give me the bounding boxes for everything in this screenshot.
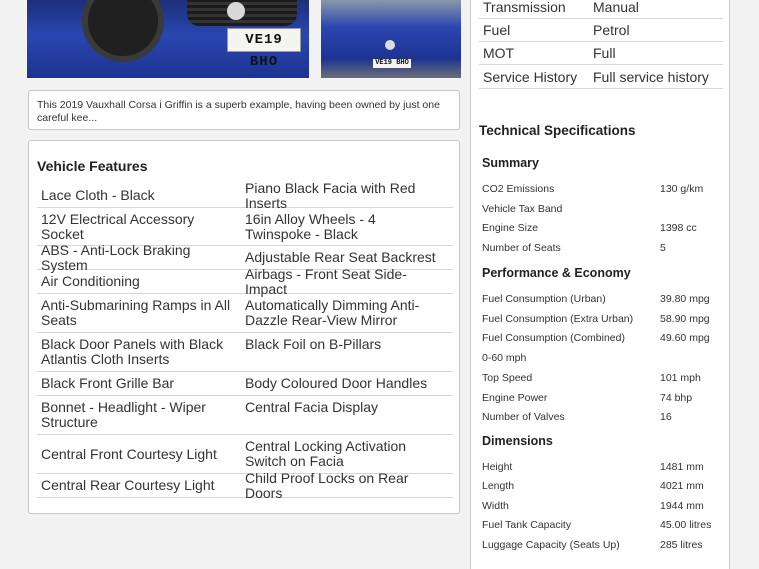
feature-right: Airbags - Front Seat Side-Impact <box>245 265 407 297</box>
spec-label: Length <box>482 480 515 492</box>
feature-row <box>37 294 453 333</box>
feature-right: Piano Black Facia with Red Inserts <box>245 179 416 211</box>
overview-row-mot <box>479 41 723 65</box>
feature-row <box>37 469 453 501</box>
brand-badge-graphic <box>227 2 245 20</box>
tyre-graphic <box>82 0 164 62</box>
spec-value: 1398 cc <box>660 222 697 235</box>
spec-label: Engine Power <box>482 391 548 404</box>
spec-label: Number of Seats <box>482 242 561 255</box>
specs-panel <box>470 0 730 569</box>
overview-label: Fuel <box>483 22 511 38</box>
number-plate: VE19 BHO <box>373 59 411 68</box>
spec-label: Fuel Consumption (Extra Urban) <box>482 312 634 325</box>
overview-row-service-history <box>479 65 723 89</box>
spec-value: 4021 mm <box>660 480 704 492</box>
feature-right: Child Proof Locks on Rear Doors <box>245 469 409 501</box>
spec-row <box>482 332 722 344</box>
feature-left: Black Front Grille Bar <box>41 375 175 391</box>
vehicle-features-panel <box>28 140 460 514</box>
spec-label: Top Speed <box>482 371 533 384</box>
feature-left: Anti-Submarining Ramps in All Seats <box>41 297 231 328</box>
number-plate: VE19 BHO <box>227 28 301 52</box>
vehicle-description: This 2019 Vauxhall Corsa i Griffin is a superb example, having been owned by just one careful kee... <box>28 90 460 130</box>
overview-label: Transmission <box>483 0 566 15</box>
spec-value: 45.00 litres <box>660 519 712 531</box>
spec-label: Fuel Consumption (Urban) <box>482 293 606 305</box>
overview-value: Manual <box>593 0 639 15</box>
feature-row <box>37 372 453 396</box>
spec-value: 58.90 mpg <box>660 312 710 325</box>
spec-row <box>482 480 722 492</box>
overview-row-fuel <box>479 18 723 42</box>
spec-row <box>482 372 722 384</box>
feature-right: Central Locking Activation Switch on Facia <box>245 438 407 469</box>
feature-row <box>37 265 453 297</box>
spec-row <box>482 313 722 325</box>
feature-right: Body Coloured Door Handles <box>245 375 428 391</box>
spec-label: Vehicle Tax Band <box>482 202 563 215</box>
overview-label: MOT <box>483 45 515 61</box>
feature-row <box>37 179 453 211</box>
spec-value: 49.60 mpg <box>660 332 710 345</box>
feature-row <box>37 333 453 372</box>
spec-row <box>482 539 722 551</box>
overview-value: Full service history <box>593 69 709 85</box>
tech-specs-title: Technical Specifications <box>479 123 636 138</box>
spec-row <box>482 222 722 234</box>
spec-label: Luggage Capacity (Seats Up) <box>482 539 620 551</box>
spec-row <box>482 203 722 215</box>
spec-row <box>482 411 722 423</box>
spec-row <box>482 519 722 531</box>
feature-left: Central Front Courtesy Light <box>41 445 217 462</box>
feature-right: Central Facia Display <box>245 399 379 415</box>
spec-label: Fuel Tank Capacity <box>482 519 572 531</box>
spec-label: Engine Size <box>482 222 539 235</box>
overview-row-transmission <box>479 0 723 19</box>
spec-value: 1481 mm <box>660 461 704 473</box>
spec-row <box>482 183 722 195</box>
section-title-dimensions: Dimensions <box>482 434 553 448</box>
spec-row <box>482 500 722 512</box>
feature-row <box>37 396 453 435</box>
feature-row <box>37 208 453 246</box>
spec-row <box>482 242 722 254</box>
spec-row <box>482 352 722 364</box>
section-title-performance: Performance & Economy <box>482 266 631 280</box>
feature-left: Bonnet - Headlight - Wiper Structure <box>41 399 206 430</box>
main-vehicle-photo[interactable] <box>27 0 309 78</box>
spec-label: CO2 Emissions <box>482 183 555 195</box>
section-title-summary: Summary <box>482 156 539 170</box>
spec-value: 5 <box>660 242 666 255</box>
spec-value: 130 g/km <box>660 183 704 195</box>
feature-right: Adjustable Rear Seat Backrest <box>245 249 436 265</box>
feature-left: 12V Electrical Accessory Socket <box>41 210 195 242</box>
spec-value: 285 litres <box>660 539 703 551</box>
spec-label: 0-60 mph <box>482 352 527 365</box>
spec-row <box>482 392 722 404</box>
spec-value: 39.80 mpg <box>660 293 710 305</box>
overview-value: Full <box>593 45 616 61</box>
spec-label: Number of Valves <box>482 411 565 424</box>
overview-label: Service History <box>483 69 578 85</box>
spec-label: Width <box>482 500 509 512</box>
feature-right: 16in Alloy Wheels - 4 Twinspoke - Black <box>245 210 376 242</box>
brand-badge-graphic <box>385 40 395 50</box>
spec-value: 74 bhp <box>660 391 693 404</box>
spec-row <box>482 461 722 473</box>
feature-right: Automatically Dimming Anti-Dazzle Rear-View Mirror <box>245 297 420 328</box>
spec-row <box>482 293 722 305</box>
feature-left: Black Door Panels with Black Atlantis Cloth Inserts <box>41 336 224 367</box>
spec-label: Height <box>482 461 513 473</box>
feature-left: Central Rear Courtesy Light <box>41 477 215 493</box>
spec-value: 1944 mm <box>660 500 704 512</box>
spec-value: 16 <box>660 411 672 424</box>
feature-left: ABS - Anti-Lock Braking System <box>41 241 191 273</box>
overview-value: Petrol <box>593 22 630 38</box>
features-title: Vehicle Features <box>37 158 148 174</box>
feature-left: Air Conditioning <box>41 273 140 289</box>
feature-left: Lace Cloth - Black <box>41 187 155 203</box>
spec-value: 101 mph <box>660 371 701 384</box>
feature-right: Black Foil on B-Pillars <box>245 336 382 352</box>
feature-row <box>37 435 453 474</box>
spec-label: Fuel Consumption (Combined) <box>482 332 625 345</box>
features-table <box>37 179 453 501</box>
thumbnail-vehicle-photo[interactable] <box>321 0 461 78</box>
